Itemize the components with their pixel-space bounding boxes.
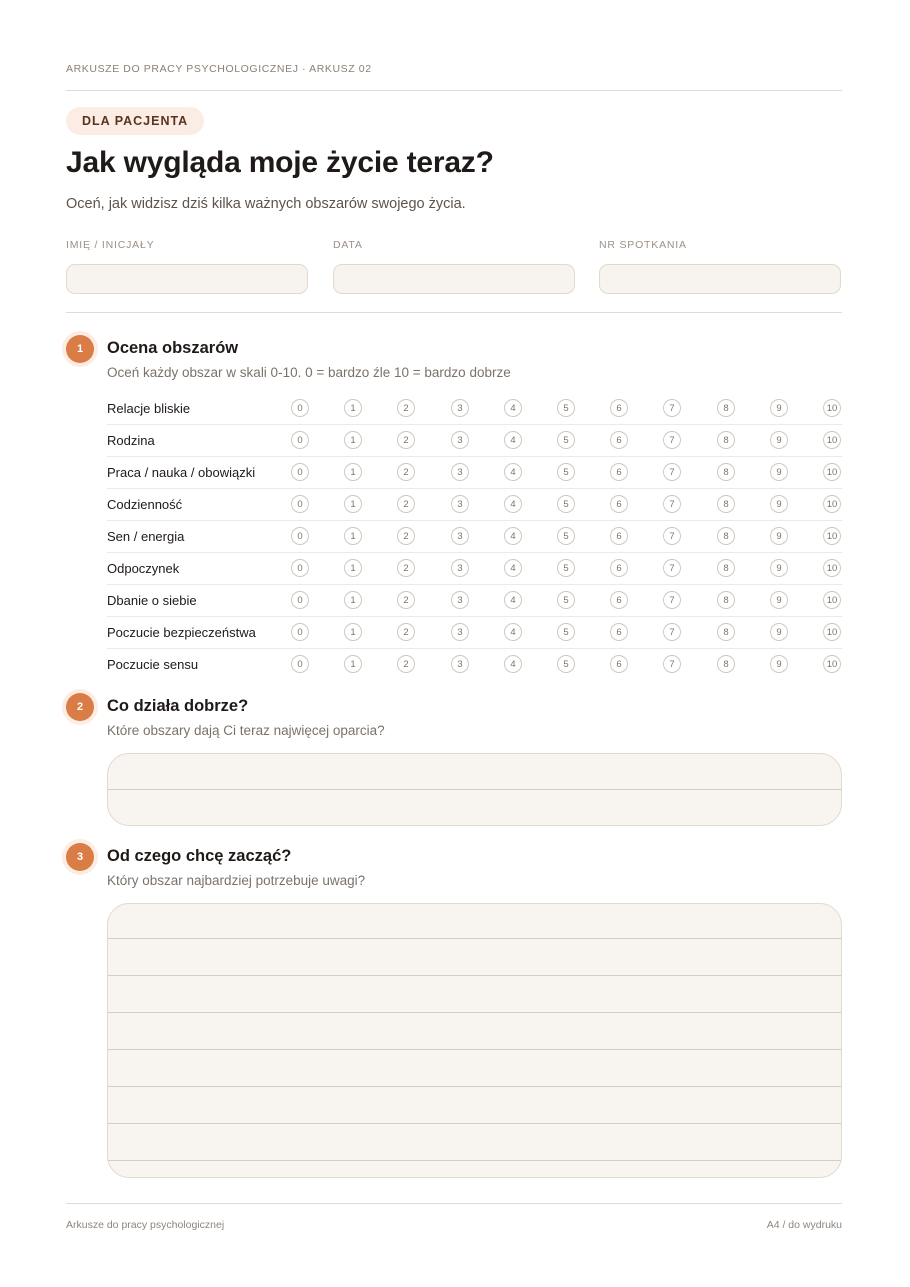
rating-option-1[interactable]: 1 bbox=[344, 623, 362, 641]
rating-option-4[interactable]: 4 bbox=[504, 463, 522, 481]
rating-option-2[interactable]: 2 bbox=[397, 559, 415, 577]
fields-divider bbox=[66, 312, 842, 313]
rating-table bbox=[107, 393, 842, 680]
rating-option-10[interactable]: 10 bbox=[823, 399, 841, 417]
rating-option-6[interactable]: 6 bbox=[610, 463, 628, 481]
rating-option-5[interactable]: 5 bbox=[557, 559, 575, 577]
rating-option-6[interactable]: 6 bbox=[610, 623, 628, 641]
rating-option-0[interactable]: 0 bbox=[291, 527, 309, 545]
rating-option-1[interactable]: 1 bbox=[344, 399, 362, 417]
rating-option-10[interactable]: 10 bbox=[823, 463, 841, 481]
rating-option-1[interactable]: 1 bbox=[344, 495, 362, 513]
page-subtitle: Oceń, jak widzisz dziś kilka ważnych obszarów swojego życia. bbox=[66, 196, 466, 212]
footer-format-note: A4 / do wydruku bbox=[766, 1219, 842, 1231]
rating-option-7[interactable]: 7 bbox=[663, 431, 681, 449]
rating-option-5[interactable]: 5 bbox=[557, 495, 575, 513]
rating-option-9[interactable]: 9 bbox=[770, 591, 788, 609]
rating-option-10[interactable]: 10 bbox=[823, 559, 841, 577]
rating-row-label: Dbanie o siebie bbox=[107, 593, 197, 608]
rating-option-1[interactable]: 1 bbox=[344, 559, 362, 577]
rating-option-3[interactable]: 3 bbox=[451, 463, 469, 481]
rating-option-3[interactable]: 3 bbox=[451, 431, 469, 449]
rating-option-2[interactable]: 2 bbox=[397, 527, 415, 545]
section-1-subtitle: Oceń każdy obszar w skali 0-10. 0 = bardzo źle 10 = bardzo dobrze bbox=[107, 365, 511, 380]
rating-option-5[interactable]: 5 bbox=[557, 623, 575, 641]
rating-option-7[interactable]: 7 bbox=[663, 559, 681, 577]
rating-option-2[interactable]: 2 bbox=[397, 623, 415, 641]
rating-option-8[interactable]: 8 bbox=[717, 591, 735, 609]
rating-option-8[interactable]: 8 bbox=[717, 527, 735, 545]
name-field-label: IMIĘ / INICJAŁY bbox=[66, 239, 155, 251]
rating-option-9[interactable]: 9 bbox=[770, 655, 788, 673]
section-3-subtitle: Który obszar najbardziej potrzebuje uwagi? bbox=[107, 873, 366, 888]
rating-option-10[interactable]: 10 bbox=[823, 591, 841, 609]
rating-option-4[interactable]: 4 bbox=[504, 431, 522, 449]
footer-series-name: Arkusze do pracy psychologicznej bbox=[66, 1219, 225, 1231]
section-2-answer-box[interactable] bbox=[107, 753, 842, 826]
rating-option-2[interactable]: 2 bbox=[397, 399, 415, 417]
section-3-number: 3 bbox=[66, 843, 94, 871]
rating-row bbox=[107, 553, 842, 585]
writing-line bbox=[108, 1160, 841, 1161]
rating-option-2[interactable]: 2 bbox=[397, 463, 415, 481]
rating-option-6[interactable]: 6 bbox=[610, 495, 628, 513]
rating-option-3[interactable]: 3 bbox=[451, 559, 469, 577]
writing-line bbox=[108, 1012, 841, 1013]
rating-row bbox=[107, 425, 842, 457]
rating-row bbox=[107, 617, 842, 649]
rating-option-0[interactable]: 0 bbox=[291, 559, 309, 577]
rating-option-8[interactable]: 8 bbox=[717, 623, 735, 641]
section-1-number: 1 bbox=[66, 335, 94, 363]
rating-option-7[interactable]: 7 bbox=[663, 623, 681, 641]
rating-row-label: Sen / energia bbox=[107, 529, 185, 544]
section-1-title: Ocena obszarów bbox=[107, 339, 239, 357]
rating-option-0[interactable]: 0 bbox=[291, 623, 309, 641]
rating-option-4[interactable]: 4 bbox=[504, 623, 522, 641]
writing-line bbox=[108, 975, 841, 976]
rating-option-8[interactable]: 8 bbox=[717, 495, 735, 513]
rating-option-8[interactable]: 8 bbox=[717, 655, 735, 673]
rating-option-5[interactable]: 5 bbox=[557, 655, 575, 673]
rating-option-10[interactable]: 10 bbox=[823, 623, 841, 641]
rating-row bbox=[107, 649, 842, 680]
writing-line bbox=[108, 938, 841, 939]
header-divider bbox=[66, 90, 842, 91]
writing-line bbox=[108, 1049, 841, 1050]
rating-row bbox=[107, 393, 842, 425]
rating-option-9[interactable]: 9 bbox=[770, 623, 788, 641]
rating-option-0[interactable]: 0 bbox=[291, 495, 309, 513]
rating-option-0[interactable]: 0 bbox=[291, 463, 309, 481]
rating-option-5[interactable]: 5 bbox=[557, 527, 575, 545]
rating-row-label: Odpoczynek bbox=[107, 561, 180, 576]
rating-option-9[interactable]: 9 bbox=[770, 559, 788, 577]
rating-option-7[interactable]: 7 bbox=[663, 399, 681, 417]
rating-option-6[interactable]: 6 bbox=[610, 431, 628, 449]
section-3-title: Od czego chcę zacząć? bbox=[107, 847, 292, 865]
writing-line bbox=[108, 1123, 841, 1124]
rating-option-9[interactable]: 9 bbox=[770, 399, 788, 417]
rating-option-10[interactable]: 10 bbox=[823, 495, 841, 513]
page-title: Jak wygląda moje życie teraz? bbox=[66, 146, 494, 179]
rating-option-9[interactable]: 9 bbox=[770, 495, 788, 513]
session-number-field[interactable] bbox=[599, 264, 841, 294]
rating-option-0[interactable]: 0 bbox=[291, 591, 309, 609]
rating-option-10[interactable]: 10 bbox=[823, 527, 841, 545]
rating-option-9[interactable]: 9 bbox=[770, 527, 788, 545]
rating-option-4[interactable]: 4 bbox=[504, 591, 522, 609]
rating-option-2[interactable]: 2 bbox=[397, 431, 415, 449]
rating-option-6[interactable]: 6 bbox=[610, 591, 628, 609]
rating-option-2[interactable]: 2 bbox=[397, 495, 415, 513]
rating-row bbox=[107, 489, 842, 521]
rating-row-label: Relacje bliskie bbox=[107, 401, 191, 416]
rating-row-label: Rodzina bbox=[107, 433, 155, 448]
rating-option-10[interactable]: 10 bbox=[823, 431, 841, 449]
rating-option-3[interactable]: 3 bbox=[451, 623, 469, 641]
rating-option-2[interactable]: 2 bbox=[397, 655, 415, 673]
rating-option-0[interactable]: 0 bbox=[291, 655, 309, 673]
writing-line bbox=[108, 1086, 841, 1087]
rating-option-8[interactable]: 8 bbox=[717, 559, 735, 577]
rating-option-6[interactable]: 6 bbox=[610, 527, 628, 545]
rating-option-9[interactable]: 9 bbox=[770, 431, 788, 449]
rating-option-9[interactable]: 9 bbox=[770, 463, 788, 481]
rating-option-4[interactable]: 4 bbox=[504, 399, 522, 417]
rating-option-3[interactable]: 3 bbox=[451, 591, 469, 609]
rating-option-2[interactable]: 2 bbox=[397, 591, 415, 609]
rating-option-0[interactable]: 0 bbox=[291, 431, 309, 449]
rating-option-4[interactable]: 4 bbox=[504, 495, 522, 513]
section-2-number: 2 bbox=[66, 693, 94, 721]
rating-option-7[interactable]: 7 bbox=[663, 495, 681, 513]
rating-row bbox=[107, 585, 842, 617]
rating-option-1[interactable]: 1 bbox=[344, 431, 362, 449]
audience-badge: DLA PACJENTA bbox=[66, 107, 204, 135]
section-2-subtitle: Które obszary dają Ci teraz najwięcej oparcia? bbox=[107, 723, 385, 738]
rating-option-7[interactable]: 7 bbox=[663, 591, 681, 609]
rating-row bbox=[107, 521, 842, 553]
session-number-field-label: NR SPOTKANIA bbox=[599, 239, 687, 251]
date-field[interactable] bbox=[333, 264, 575, 294]
series-header: ARKUSZE DO PRACY PSYCHOLOGICZNEJ · ARKUSZ 02 bbox=[66, 63, 372, 75]
date-field-label: DATA bbox=[333, 239, 363, 251]
section-3-answer-box[interactable] bbox=[107, 903, 842, 1178]
rating-option-7[interactable]: 7 bbox=[663, 527, 681, 545]
rating-option-6[interactable]: 6 bbox=[610, 399, 628, 417]
rating-option-8[interactable]: 8 bbox=[717, 431, 735, 449]
rating-option-3[interactable]: 3 bbox=[451, 527, 469, 545]
rating-option-7[interactable]: 7 bbox=[663, 463, 681, 481]
rating-option-4[interactable]: 4 bbox=[504, 655, 522, 673]
footer-divider bbox=[66, 1203, 842, 1204]
rating-row-label: Poczucie bezpieczeństwa bbox=[107, 625, 256, 640]
rating-option-8[interactable]: 8 bbox=[717, 399, 735, 417]
rating-option-3[interactable]: 3 bbox=[451, 655, 469, 673]
rating-option-0[interactable]: 0 bbox=[291, 399, 309, 417]
rating-row-label: Codzienność bbox=[107, 497, 183, 512]
rating-option-1[interactable]: 1 bbox=[344, 527, 362, 545]
rating-option-3[interactable]: 3 bbox=[451, 495, 469, 513]
rating-row-label: Praca / nauka / obowiązki bbox=[107, 465, 256, 480]
rating-option-4[interactable]: 4 bbox=[504, 559, 522, 577]
rating-option-10[interactable]: 10 bbox=[823, 655, 841, 673]
name-field[interactable] bbox=[66, 264, 308, 294]
rating-option-1[interactable]: 1 bbox=[344, 591, 362, 609]
rating-option-7[interactable]: 7 bbox=[663, 655, 681, 673]
rating-row-label: Poczucie sensu bbox=[107, 657, 199, 672]
section-2-title: Co działa dobrze? bbox=[107, 697, 249, 715]
rating-option-5[interactable]: 5 bbox=[557, 463, 575, 481]
rating-option-1[interactable]: 1 bbox=[344, 463, 362, 481]
rating-option-6[interactable]: 6 bbox=[610, 655, 628, 673]
rating-option-4[interactable]: 4 bbox=[504, 527, 522, 545]
rating-option-5[interactable]: 5 bbox=[557, 431, 575, 449]
rating-row bbox=[107, 457, 842, 489]
rating-option-1[interactable]: 1 bbox=[344, 655, 362, 673]
rating-option-5[interactable]: 5 bbox=[557, 591, 575, 609]
worksheet-page bbox=[66, 0, 842, 1287]
rating-option-8[interactable]: 8 bbox=[717, 463, 735, 481]
rating-option-6[interactable]: 6 bbox=[610, 559, 628, 577]
rating-option-5[interactable]: 5 bbox=[557, 399, 575, 417]
writing-line bbox=[108, 789, 841, 790]
rating-option-3[interactable]: 3 bbox=[451, 399, 469, 417]
